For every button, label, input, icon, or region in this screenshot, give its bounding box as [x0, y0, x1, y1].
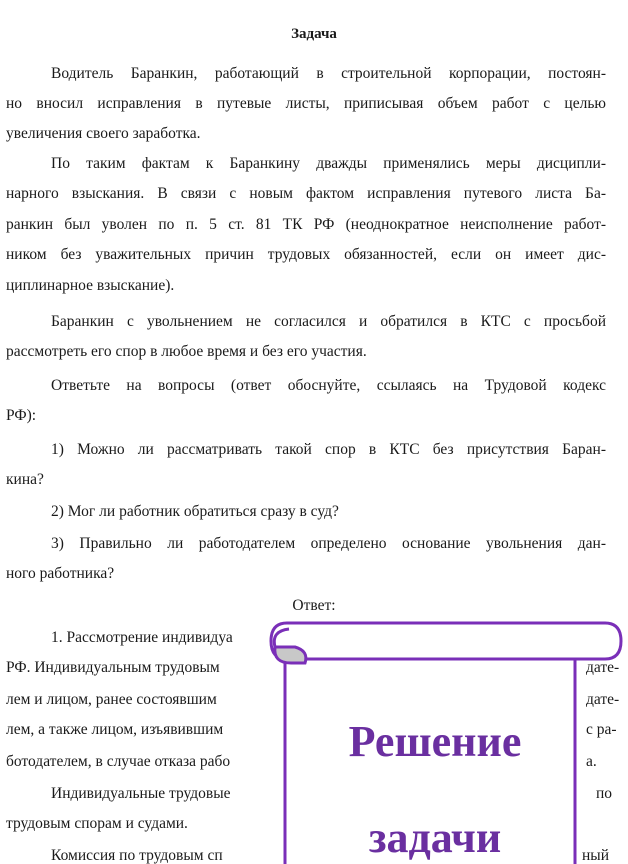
- text-fragment: дате-: [586, 691, 620, 708]
- text-line: По таким фактам к Баранкину дважды применялись меры дисципли-: [51, 155, 606, 172]
- text-line: 1. Рассмотрение индивидуа: [51, 629, 233, 646]
- text-line: РФ):: [6, 407, 37, 424]
- text-line: но вносил исправления в путевые листы, приписывая объем работ с целью: [6, 95, 606, 112]
- text-line: 1) Можно ли рассматривать такой спор в КТС без присутствия Баран-: [51, 441, 606, 458]
- text-line: РФ. Индивидуальным трудовым: [6, 659, 220, 676]
- text-fragment: по: [596, 785, 613, 802]
- text-line: нарного взыскания. В связи с новым фактом исправления путевого листа Ба-: [6, 185, 606, 202]
- text-fragment: ный: [582, 847, 610, 864]
- text-line: ником без уважительных причин трудовых обязанностей, если он имеет дис-: [6, 246, 606, 263]
- answer-heading: Ответ:: [292, 597, 336, 614]
- text-line: лем и лицом, ранее состоявшим: [6, 691, 217, 708]
- text-line: циплинарное взыскание).: [6, 277, 175, 294]
- text-line: кина?: [6, 471, 44, 488]
- text-line: Водитель Баранкин, работающий в строительной корпорации, постоян-: [51, 65, 606, 82]
- text-line: ного работника?: [6, 565, 115, 582]
- text-line: Комиссия по трудовым сп: [51, 847, 223, 864]
- text-line: увеличения своего заработка.: [6, 125, 201, 142]
- document-title: Задача: [291, 26, 337, 42]
- text-line: 2) Мог ли работник обратиться сразу в суд?: [51, 503, 339, 520]
- text-fragment: дате-: [586, 659, 620, 676]
- text-line: Баранкин с увольнением не согласился и обратился в КТС с просьбой: [51, 313, 606, 330]
- text-line: ботодателем, в случае отказа рабо: [6, 753, 231, 770]
- text-line: рассмотреть его спор в любое время и без его участия.: [6, 343, 367, 360]
- text-line: Индивидуальные трудовые: [51, 785, 231, 802]
- text-line: 3) Правильно ли работодателем определено основание увольнения дан-: [51, 535, 606, 552]
- text-line: ранкин был уволен по п. 5 ст. 81 ТК РФ (неоднократное неисполнение работ-: [6, 216, 606, 233]
- banner-title-line2: задачи: [368, 813, 502, 862]
- text-line: Ответьте на вопросы (ответ обоснуйте, ссылаясь на Трудовой кодекс: [51, 377, 606, 394]
- text-fragment: с ра-: [586, 721, 617, 738]
- banner-title-line1: Решение: [348, 717, 522, 766]
- text-fragment: а.: [586, 753, 597, 770]
- text-line: трудовым спорам и судами.: [6, 815, 188, 832]
- text-line: лем, а также лицом, изъявившим: [6, 721, 224, 738]
- solution-banner: [265, 617, 625, 864]
